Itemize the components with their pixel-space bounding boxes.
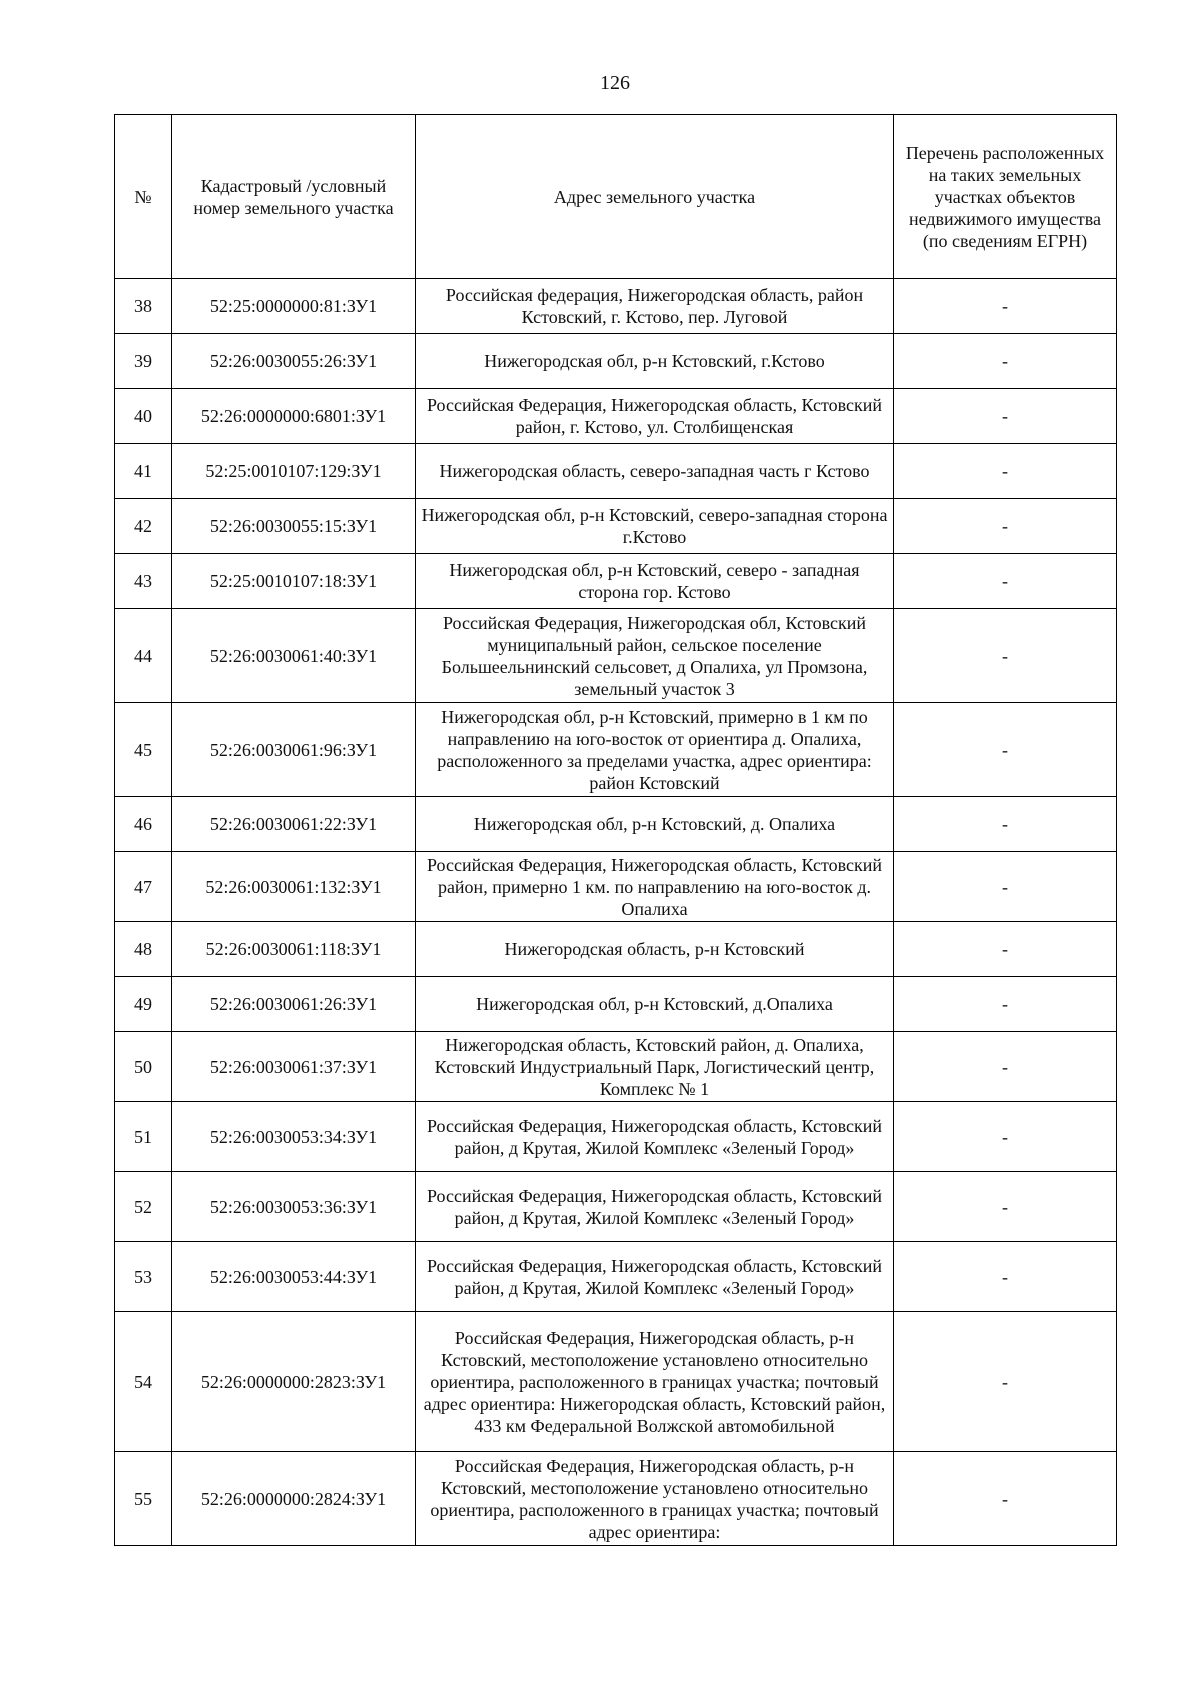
table-row [115,334,1117,389]
table-row [115,279,1117,334]
cell-cadastral-number: 52:26:0030061:118:ЗУ1 [172,922,416,977]
cell-address: Российская Федерация, Нижегородская область, Кстовский район, д Крутая, Жилой Комплекс «Зеленый Город» [416,1242,894,1312]
cell-num: 40 [115,389,172,444]
page-number: 126 [600,72,630,94]
cell-objects: - [894,279,1117,334]
cell-objects: - [894,797,1117,852]
table-row [115,1032,1117,1102]
cell-objects: - [894,444,1117,499]
cell-cadastral-number: 52:26:0030055:15:ЗУ1 [172,499,416,554]
cell-address: Нижегородская обл, р-н Кстовский, г.Кстово [416,334,894,389]
cell-cadastral-number: 52:26:0030061:22:ЗУ1 [172,797,416,852]
cell-address: Российская Федерация, Нижегородская область, Кстовский район, д Крутая, Жилой Комплекс «Зеленый Город» [416,1102,894,1172]
cell-cadastral-number: 52:26:0030061:40:ЗУ1 [172,609,416,703]
header-cadastral-number: Кадастровый /условный номер земельного участка [172,115,416,279]
cell-objects: - [894,922,1117,977]
cell-address: Нижегородская обл, р-н Кстовский, д.Опалиха [416,977,894,1032]
cell-objects: - [894,852,1117,922]
cell-cadastral-number: 52:26:0030061:96:ЗУ1 [172,703,416,797]
table-row [115,1312,1117,1452]
cell-num: 47 [115,852,172,922]
cell-num: 41 [115,444,172,499]
cell-address: Нижегородская область, северо-западная часть г Кстово [416,444,894,499]
cell-cadastral-number: 52:26:0030053:36:ЗУ1 [172,1172,416,1242]
cell-address: Нижегородская область, р-н Кстовский [416,922,894,977]
cell-num: 51 [115,1102,172,1172]
cell-cadastral-number: 52:26:0030053:44:ЗУ1 [172,1242,416,1312]
cell-address: Российская Федерация, Нижегородская область, Кстовский район, примерно 1 км. по направлению на юго-восток д. Опалиха [416,852,894,922]
table-row [115,703,1117,797]
cell-cadastral-number: 52:26:0030053:34:ЗУ1 [172,1102,416,1172]
cell-objects: - [894,1172,1117,1242]
cell-num: 54 [115,1312,172,1452]
cell-address: Российская Федерация, Нижегородская область, Кстовский район, д Крутая, Жилой Комплекс «Зеленый Город» [416,1172,894,1242]
cell-objects: - [894,1102,1117,1172]
cell-objects: - [894,609,1117,703]
cell-cadastral-number: 52:25:0000000:81:ЗУ1 [172,279,416,334]
table-row [115,922,1117,977]
cell-address: Российская Федерация, Нижегородская область, Кстовский район, г. Кстово, ул. Столбищенская [416,389,894,444]
cell-objects: - [894,977,1117,1032]
cell-cadastral-number: 52:26:0030061:26:ЗУ1 [172,977,416,1032]
cell-cadastral-number: 52:26:0030061:132:ЗУ1 [172,852,416,922]
cell-address: Российская Федерация, Нижегородская обл, Кстовский муниципальный район, сельское поселение Большеельнинский сельсовет, д Опалиха, ул Промзона, земельный участок 3 [416,609,894,703]
cell-num: 38 [115,279,172,334]
cell-cadastral-number: 52:25:0010107:129:ЗУ1 [172,444,416,499]
cell-objects: - [894,389,1117,444]
table-row [115,852,1117,922]
table-row [115,977,1117,1032]
cell-num: 45 [115,703,172,797]
cell-num: 43 [115,554,172,609]
table-row [115,1452,1117,1546]
cell-num: 50 [115,1032,172,1102]
cell-num: 42 [115,499,172,554]
cell-num: 52 [115,1172,172,1242]
cell-num: 53 [115,1242,172,1312]
header-num: № [115,115,172,279]
cell-address: Российская федерация, Нижегородская область, район Кстовский, г. Кстово, пер. Луговой [416,279,894,334]
cell-address: Нижегородская обл, р-н Кстовский, северо - западная сторона гор. Кстово [416,554,894,609]
cell-num: 49 [115,977,172,1032]
cell-cadastral-number: 52:26:0000000:6801:ЗУ1 [172,389,416,444]
header-objects: Перечень расположенных на таких земельных участках объектов недвижимого имущества (по сведениям ЕГРН) [894,115,1117,279]
cell-cadastral-number: 52:26:0030055:26:ЗУ1 [172,334,416,389]
cell-address: Нижегородская обл, р-н Кстовский, северо-западная сторона г.Кстово [416,499,894,554]
cell-objects: - [894,334,1117,389]
cell-address: Нижегородская область, Кстовский район, д. Опалиха, Кстовский Индустриальный Парк, Логистический центр, Комплекс № 1 [416,1032,894,1102]
cell-cadastral-number: 52:26:0000000:2823:ЗУ1 [172,1312,416,1452]
cell-cadastral-number: 52:26:0030061:37:ЗУ1 [172,1032,416,1102]
cell-objects: - [894,703,1117,797]
table-row [115,609,1117,703]
cell-num: 55 [115,1452,172,1546]
table-row [115,797,1117,852]
table-row [115,1102,1117,1172]
cell-objects: - [894,499,1117,554]
table-row [115,444,1117,499]
cell-address: Российская Федерация, Нижегородская область, р-н Кстовский, местоположение установлено относительно ориентира, расположенного в границах участка; почтовый адрес ориентира: [416,1452,894,1546]
cell-num: 48 [115,922,172,977]
cell-objects: - [894,1312,1117,1452]
cell-address: Нижегородская обл, р-н Кстовский, д. Опалиха [416,797,894,852]
cell-num: 46 [115,797,172,852]
cell-num: 39 [115,334,172,389]
cell-objects: - [894,1452,1117,1546]
land-plots-table [114,114,1117,1546]
cell-num: 44 [115,609,172,703]
cell-address: Нижегородская обл, р-н Кстовский, примерно в 1 км по направлению на юго-восток от ориентира д. Опалиха, расположенного за пределами участка, адрес ориентира: район Кстовский [416,703,894,797]
table-row [115,1172,1117,1242]
table-row [115,554,1117,609]
header-address: Адрес земельного участка [416,115,894,279]
cell-objects: - [894,554,1117,609]
cell-objects: - [894,1242,1117,1312]
table-row [115,499,1117,554]
table-row [115,1242,1117,1312]
cell-objects: - [894,1032,1117,1102]
table-row [115,389,1117,444]
table-header-row [115,115,1117,279]
cell-address: Российская Федерация, Нижегородская область, р-н Кстовский, местоположение установлено относительно ориентира, расположенного в границах участка; почтовый адрес ориентира: Нижегородская область, Кстовский район, 433 км Федеральной Волжской автомобильной [416,1312,894,1452]
cell-cadastral-number: 52:26:0000000:2824:ЗУ1 [172,1452,416,1546]
cell-cadastral-number: 52:25:0010107:18:ЗУ1 [172,554,416,609]
